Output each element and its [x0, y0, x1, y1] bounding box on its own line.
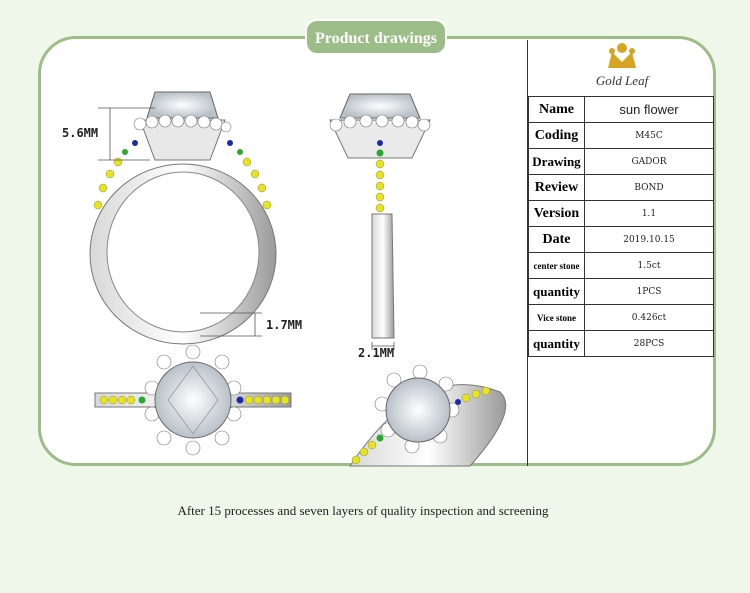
spec-value: GADOR	[585, 149, 714, 175]
spec-value: BOND	[585, 175, 714, 201]
table-row	[529, 227, 714, 253]
crown-leaf-icon	[572, 40, 672, 72]
spec-label: Name	[529, 97, 585, 123]
spec-value: 28PCS	[585, 331, 714, 357]
spec-label: center stone	[529, 253, 585, 279]
spec-value: sun flower	[585, 97, 714, 123]
height-dimension: 5.6MM	[62, 126, 99, 140]
table-row	[529, 175, 714, 201]
spec-value: 1.1	[585, 201, 714, 227]
table-row	[529, 123, 714, 149]
spec-value: 1.5ct	[585, 253, 714, 279]
ring-top-view	[95, 345, 291, 455]
table-row	[529, 97, 714, 123]
table-row	[529, 201, 714, 227]
spec-value: 0.426ct	[585, 305, 714, 331]
table-row	[529, 305, 714, 331]
spec-label: Version	[529, 201, 585, 227]
spec-label: quantity	[529, 331, 585, 357]
spec-label: Coding	[529, 123, 585, 149]
ring-front-view	[90, 92, 276, 344]
caption-text: After 15 processes and seven layers of quality inspection and screening	[177, 503, 549, 518]
table-row	[529, 279, 714, 305]
page-title: Product drawings	[305, 19, 447, 55]
ring-angled-view	[350, 365, 506, 466]
spec-label: Drawing	[529, 149, 585, 175]
spec-value: 2019.10.15	[585, 227, 714, 253]
table-row	[529, 149, 714, 175]
spec-label: Vice stone	[529, 305, 585, 331]
table-row	[529, 331, 714, 357]
band-thickness-dimension: 2.1MM	[358, 346, 395, 360]
brand-logo	[572, 40, 672, 92]
band-width-dimension: 1.7MM	[266, 318, 303, 332]
spec-table	[528, 96, 714, 357]
spec-label: quantity	[529, 279, 585, 305]
ring-side-view	[330, 94, 430, 350]
spec-value: M45C	[585, 123, 714, 149]
table-row	[529, 253, 714, 279]
spec-label: Date	[529, 227, 585, 253]
spec-label: Review	[529, 175, 585, 201]
brand-name: Gold Leaf	[595, 73, 649, 88]
spec-value: 1PCS	[585, 279, 714, 305]
